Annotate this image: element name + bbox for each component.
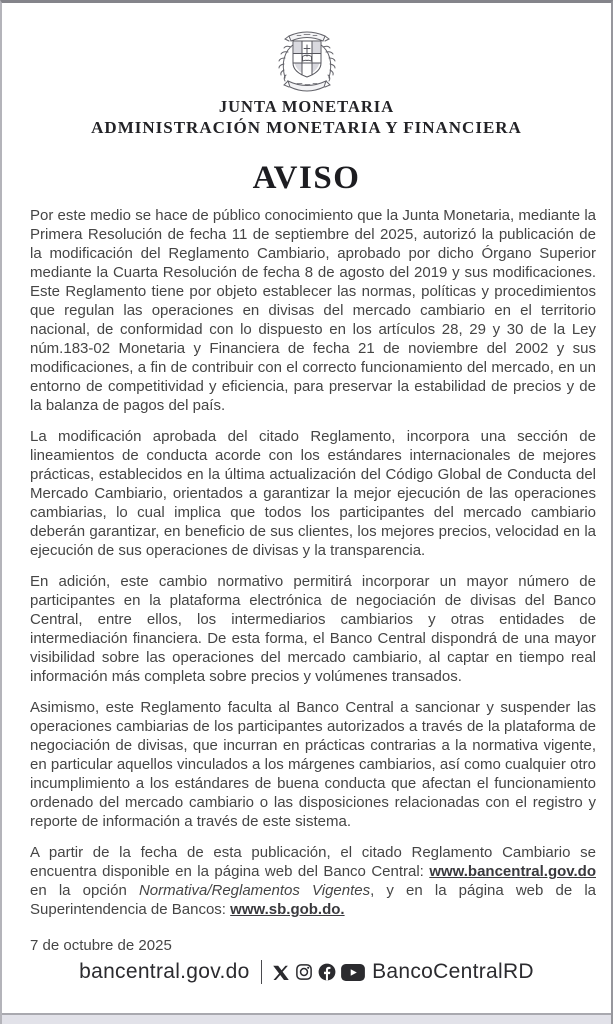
org-name-line1: JUNTA MONETARIA [218,97,395,116]
page-bottom-edge [2,1013,611,1024]
bancentral-url-link[interactable]: www.bancentral.gov.do [429,863,596,880]
x-icon [273,964,290,981]
org-name-line2: ADMINISTRACIÓN MONETARIA Y FINANCIERA [91,118,522,137]
footer-social-icons [273,963,365,981]
coat-of-arms [261,25,353,93]
menu-path-reference: Normativa/Reglamentos Vigentes [138,882,371,899]
instagram-icon [295,963,313,981]
footer-separator [261,960,263,984]
footer-social-handle: BancoCentralRD [372,960,534,983]
notice-paragraph-5 [30,843,596,919]
notice-paragraph-4: Asimismo, este Reglamento faculta al Banco Central a sancionar y suspender las operaciones cambiarias de los participantes autorizados a través de la plataforma de negociación de divisas, que incurran en prácticas contrarias a la normativa vigente, en particular aquellos vinculados a los márgenes cambiarios, así como cualquier otro incumplimiento a los estándares de buena conducta que afectan el funcionamiento ordenado del mercado cambiario o las disposiciones relacionadas con el registro y reporte de información a través de este sistema. [30,699,596,830]
footer-brand-bar [2,960,611,984]
notice-title: AVISO [252,160,361,196]
paragraph-5-text-3: , y en la página web de la Superintendencia de Bancos: [30,882,596,918]
paragraph-5-text-1: A partir de la fecha de esta publicación, el citado Reglamento Cambiario se encuentra disponible en la página web del Banco Central: [30,844,596,880]
footer-website: bancentral.gov.do [79,960,250,983]
superintendencia-url-link[interactable]: www.sb.gob.do. [230,901,345,918]
notice-paragraph-1: Por este medio se hace de público conocimiento que la Junta Monetaria, mediante la Primera Resolución de fecha 11 de septiembre del 2025, autorizó la publicación de la modificación del Reglamento Cambiario, aprobado por dicho Órgano Superior mediante la Cuarta Resolución de fecha 8 de agosto del 2019 y sus modificaciones. Este Reglamento tiene por objeto establecer las normas, políticas y procedimientos que regulan las operaciones en divisas del mercado cambiario en el territorio nacional, de conformidad con lo dispuesto en los artículos 28, 29 y 30 de la Ley núm.183-02 Monetaria y Financiera de fecha 21 de noviembre del 2002 y sus modificaciones, a fin de contribuir con el correcto funcionamiento del mercado, en un entorno de competitividad y eficiencia, para preservar la estabilidad de precios y de la balanza de pagos del país. [30,207,596,414]
facebook-icon [318,963,336,981]
notice-paragraph-3: En adición, este cambio normativo permitirá incorporar un mayor número de participantes en la plataforma electrónica de negociación de divisas del Banco Central, entre ellos, los intermediarios cambiarios y otras entidades de intermediación financiera. De esta forma, el Banco Central dispondrá de una mayor visibilidad sobre las operaciones del mercado cambiario, al captar en tiempo real información más completa sobre precios y volúmenes transados. [30,573,596,685]
notice-paragraph-2: La modificación aprobada del citado Reglamento, incorpora una sección de lineamientos de conducta acorde con los estándares internacionales de mejores prácticas, establecidos en la última actualización del Código Global de Conducta del Mercado Cambiario, orientados a garantizar la mejor ejecución de las operaciones cambiarias, lo cual implica que todos los participantes del mercado cambiario deberán garantizar, en beneficio de sus clientes, los mejores precios, velocidad en la ejecución de sus operaciones de divisas y la transparencia. [30,428,596,559]
publication-date: 7 de octubre de 2025 [30,937,172,954]
youtube-icon [341,964,365,981]
paragraph-5-text-2: en la opción [30,882,139,899]
notice-body [2,206,611,955]
